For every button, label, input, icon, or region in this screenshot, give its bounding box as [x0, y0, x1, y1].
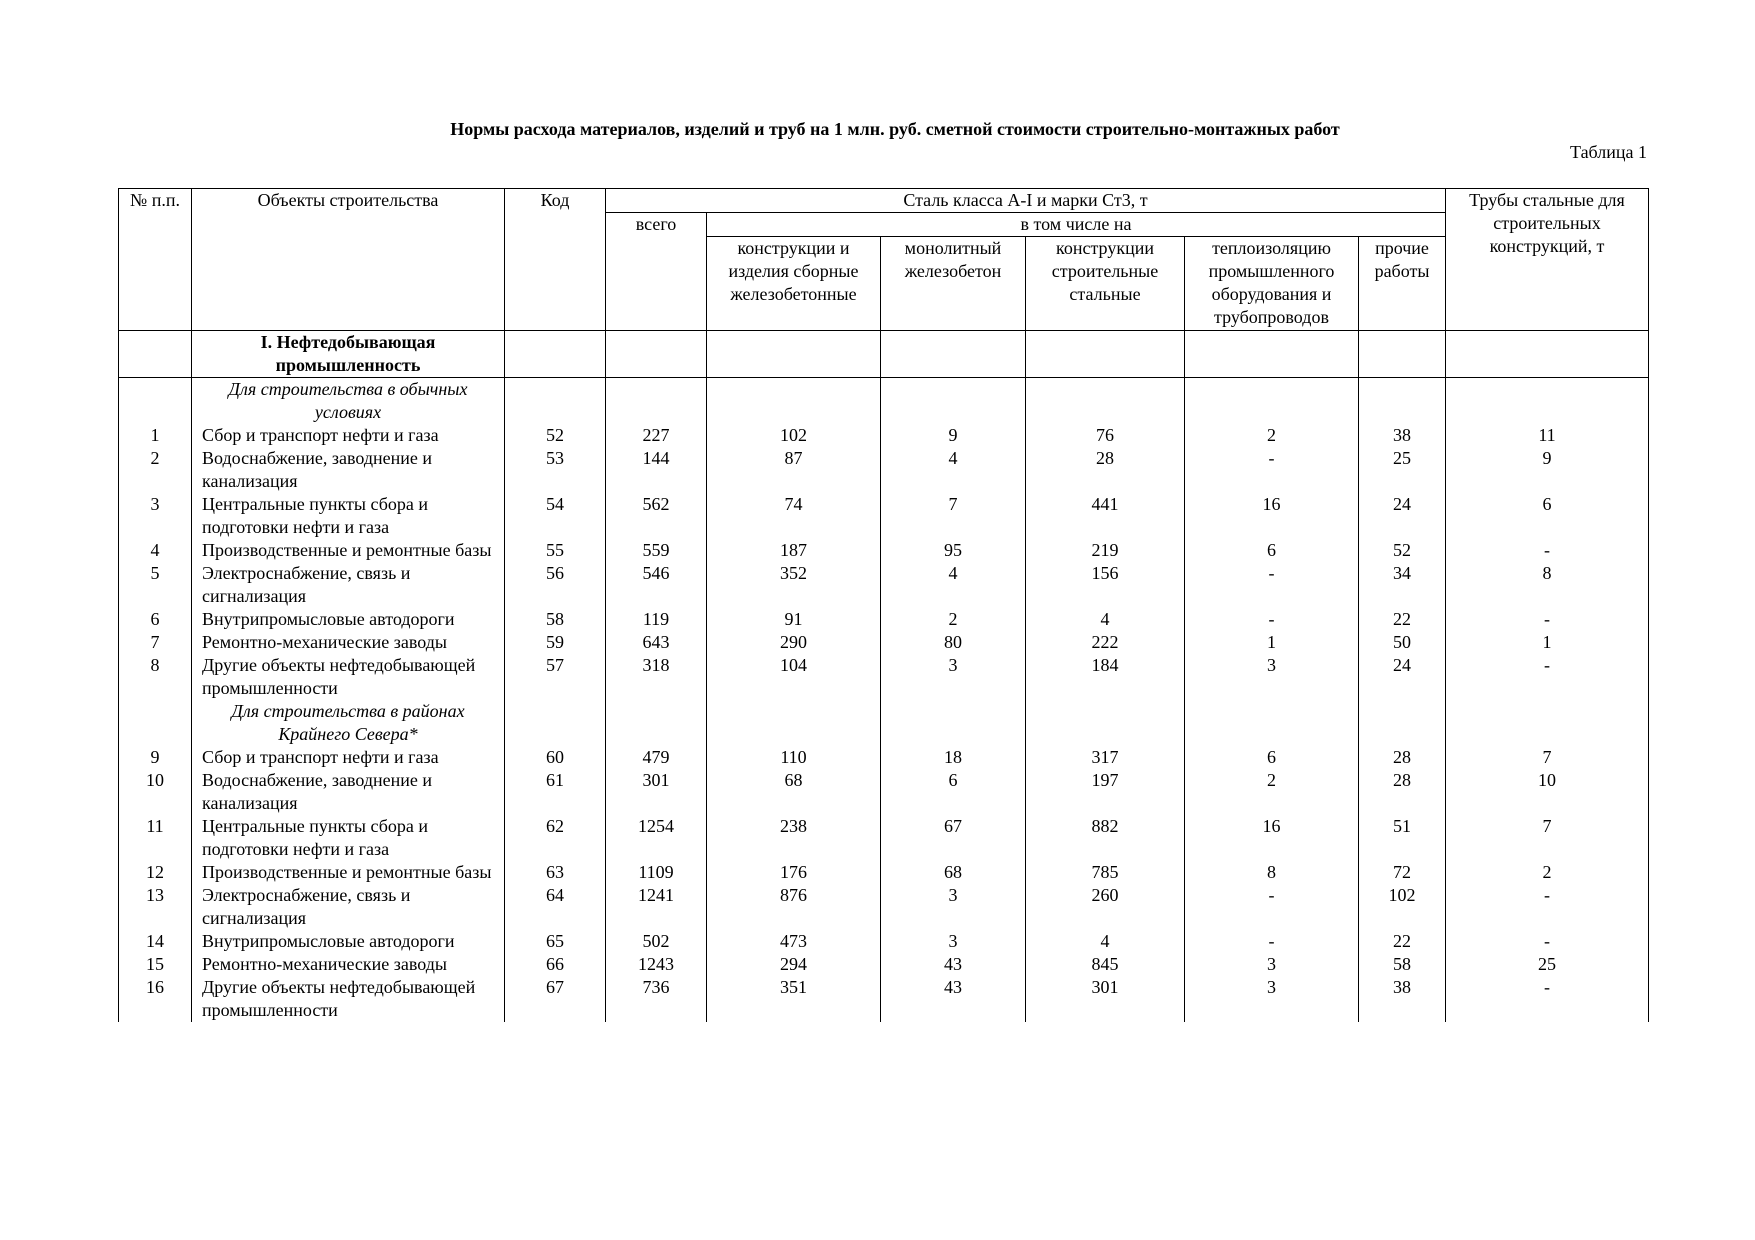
- empty-cell: [1026, 700, 1185, 746]
- empty-cell: [1359, 700, 1446, 746]
- row-precast: 290: [707, 631, 881, 654]
- row-other: 38: [1359, 976, 1446, 1022]
- group-row: [119, 700, 1649, 746]
- row-total: 144: [606, 447, 707, 493]
- row-total: 546: [606, 562, 707, 608]
- row-code: 65: [505, 930, 606, 953]
- header-monolithic: монолитный железобетон: [881, 237, 1026, 331]
- empty-cell: [606, 700, 707, 746]
- row-precast: 238: [707, 815, 881, 861]
- row-insulation: 1: [1185, 631, 1359, 654]
- row-other: 38: [1359, 424, 1446, 447]
- row-total: 1254: [606, 815, 707, 861]
- row-steel-structures: 222: [1026, 631, 1185, 654]
- row-precast: 176: [707, 861, 881, 884]
- row-code: 56: [505, 562, 606, 608]
- empty-cell: [1446, 378, 1649, 425]
- row-total: 119: [606, 608, 707, 631]
- table-row: [119, 815, 1649, 861]
- table-row: [119, 769, 1649, 815]
- row-total: 562: [606, 493, 707, 539]
- row-object-name: Сбор и транспорт нефти и газа: [192, 424, 505, 447]
- row-code: 60: [505, 746, 606, 769]
- table-row: [119, 884, 1649, 930]
- table-row: [119, 930, 1649, 953]
- row-precast: 110: [707, 746, 881, 769]
- page-title: Нормы расхода материалов, изделий и труб на 1 млн. руб. сметной стоимости строительно-монтажных работ: [450, 119, 1340, 139]
- header-including: в том числе на: [707, 213, 1446, 237]
- row-code: 66: [505, 953, 606, 976]
- row-code: 64: [505, 884, 606, 930]
- empty-cell: [606, 378, 707, 425]
- row-object-name: Другие объекты нефтедобывающей промышленности: [192, 654, 505, 700]
- row-total: 479: [606, 746, 707, 769]
- group-title: Для строительства в обычных условиях: [192, 378, 505, 425]
- row-monolithic: 80: [881, 631, 1026, 654]
- row-other: 102: [1359, 884, 1446, 930]
- row-other: 28: [1359, 769, 1446, 815]
- row-insulation: 3: [1185, 953, 1359, 976]
- table-row: [119, 447, 1649, 493]
- empty-cell: [505, 700, 606, 746]
- row-code: 61: [505, 769, 606, 815]
- header-pipes: Трубы стальные для строительных конструкций, т: [1446, 189, 1649, 331]
- row-monolithic: 3: [881, 930, 1026, 953]
- row-monolithic: 7: [881, 493, 1026, 539]
- row-precast: 187: [707, 539, 881, 562]
- row-code: 52: [505, 424, 606, 447]
- row-pipes: -: [1446, 930, 1649, 953]
- section-row: [119, 331, 1649, 378]
- row-total: 559: [606, 539, 707, 562]
- table-row: [119, 861, 1649, 884]
- table-row: [119, 608, 1649, 631]
- table-row: [119, 631, 1649, 654]
- row-total: 301: [606, 769, 707, 815]
- row-steel-structures: 260: [1026, 884, 1185, 930]
- row-other: 22: [1359, 930, 1446, 953]
- empty-cell: [707, 700, 881, 746]
- row-pipes: 11: [1446, 424, 1649, 447]
- row-monolithic: 18: [881, 746, 1026, 769]
- group-title: Для строительства в районах Крайнего Севера*: [192, 700, 505, 746]
- row-monolithic: 6: [881, 769, 1026, 815]
- row-precast: 104: [707, 654, 881, 700]
- row-number: 9: [119, 746, 192, 769]
- empty-cell: [119, 378, 192, 425]
- header-insulation: теплоизоляцию промышленного оборудования и трубопроводов: [1185, 237, 1359, 331]
- empty-cell: [505, 378, 606, 425]
- row-steel-structures: 317: [1026, 746, 1185, 769]
- row-number: 6: [119, 608, 192, 631]
- row-other: 58: [1359, 953, 1446, 976]
- header-total: всего: [606, 213, 707, 331]
- row-precast: 352: [707, 562, 881, 608]
- empty-cell: [1359, 378, 1446, 425]
- row-total: 227: [606, 424, 707, 447]
- row-pipes: -: [1446, 539, 1649, 562]
- row-pipes: 25: [1446, 953, 1649, 976]
- header-object: Объекты строительства: [192, 189, 505, 331]
- row-object-name: Производственные и ремонтные базы: [192, 861, 505, 884]
- row-monolithic: 95: [881, 539, 1026, 562]
- row-number: 16: [119, 976, 192, 1022]
- row-monolithic: 43: [881, 953, 1026, 976]
- row-code: 62: [505, 815, 606, 861]
- row-insulation: -: [1185, 930, 1359, 953]
- row-total: 643: [606, 631, 707, 654]
- row-monolithic: 3: [881, 884, 1026, 930]
- row-insulation: 2: [1185, 424, 1359, 447]
- row-code: 55: [505, 539, 606, 562]
- row-other: 24: [1359, 493, 1446, 539]
- row-other: 72: [1359, 861, 1446, 884]
- row-number: 1: [119, 424, 192, 447]
- row-code: 57: [505, 654, 606, 700]
- row-precast: 473: [707, 930, 881, 953]
- row-steel-structures: 76: [1026, 424, 1185, 447]
- row-insulation: 16: [1185, 815, 1359, 861]
- row-monolithic: 68: [881, 861, 1026, 884]
- row-precast: 91: [707, 608, 881, 631]
- row-pipes: 8: [1446, 562, 1649, 608]
- table-row: [119, 654, 1649, 700]
- row-monolithic: 43: [881, 976, 1026, 1022]
- row-object-name: Внутрипромысловые автодороги: [192, 930, 505, 953]
- empty-cell: [1026, 378, 1185, 425]
- header-steel-structures: конструкции строительные стальные: [1026, 237, 1185, 331]
- row-total: 1243: [606, 953, 707, 976]
- row-number: 12: [119, 861, 192, 884]
- row-monolithic: 2: [881, 608, 1026, 631]
- row-steel-structures: 28: [1026, 447, 1185, 493]
- row-monolithic: 4: [881, 447, 1026, 493]
- row-other: 34: [1359, 562, 1446, 608]
- row-precast: 876: [707, 884, 881, 930]
- header-precast: конструкции и изделия сборные железобетонные: [707, 237, 881, 331]
- header-code: Код: [505, 189, 606, 331]
- empty-cell: [881, 378, 1026, 425]
- header-number: № п.п.: [119, 189, 192, 331]
- row-precast: 351: [707, 976, 881, 1022]
- row-steel-structures: 156: [1026, 562, 1185, 608]
- row-pipes: 9: [1446, 447, 1649, 493]
- table-row: [119, 976, 1649, 1022]
- row-insulation: -: [1185, 608, 1359, 631]
- row-code: 67: [505, 976, 606, 1022]
- row-other: 22: [1359, 608, 1446, 631]
- row-insulation: 8: [1185, 861, 1359, 884]
- row-total: 1241: [606, 884, 707, 930]
- row-other: 24: [1359, 654, 1446, 700]
- row-number: 2: [119, 447, 192, 493]
- row-pipes: -: [1446, 976, 1649, 1022]
- row-monolithic: 3: [881, 654, 1026, 700]
- row-monolithic: 67: [881, 815, 1026, 861]
- row-code: 54: [505, 493, 606, 539]
- row-monolithic: 9: [881, 424, 1026, 447]
- row-steel-structures: 441: [1026, 493, 1185, 539]
- table-row: [119, 424, 1649, 447]
- table-header: [119, 189, 1649, 331]
- row-object-name: Сбор и транспорт нефти и газа: [192, 746, 505, 769]
- row-number: 13: [119, 884, 192, 930]
- row-code: 53: [505, 447, 606, 493]
- row-pipes: 1: [1446, 631, 1649, 654]
- table-row: [119, 493, 1649, 539]
- row-pipes: 10: [1446, 769, 1649, 815]
- group-row: [119, 378, 1649, 425]
- row-steel-structures: 4: [1026, 608, 1185, 631]
- row-object-name: Электроснабжение, связь и сигнализация: [192, 884, 505, 930]
- empty-cell: [1446, 700, 1649, 746]
- row-object-name: Электроснабжение, связь и сигнализация: [192, 562, 505, 608]
- row-insulation: 3: [1185, 654, 1359, 700]
- row-steel-structures: 301: [1026, 976, 1185, 1022]
- row-pipes: 6: [1446, 493, 1649, 539]
- row-number: 15: [119, 953, 192, 976]
- row-insulation: -: [1185, 884, 1359, 930]
- row-steel-structures: 845: [1026, 953, 1185, 976]
- row-insulation: 6: [1185, 539, 1359, 562]
- empty-cell: [1185, 700, 1359, 746]
- row-precast: 294: [707, 953, 881, 976]
- row-precast: 102: [707, 424, 881, 447]
- row-object-name: Другие объекты нефтедобывающей промышленности: [192, 976, 505, 1022]
- row-code: 58: [505, 608, 606, 631]
- row-object-name: Внутрипромысловые автодороги: [192, 608, 505, 631]
- row-object-name: Центральные пункты сбора и подготовки нефти и газа: [192, 493, 505, 539]
- row-total: 318: [606, 654, 707, 700]
- row-pipes: 2: [1446, 861, 1649, 884]
- row-number: 8: [119, 654, 192, 700]
- row-insulation: -: [1185, 562, 1359, 608]
- empty-cell: [881, 700, 1026, 746]
- empty-cell: [707, 378, 881, 425]
- row-total: 1109: [606, 861, 707, 884]
- row-number: 14: [119, 930, 192, 953]
- row-number: 3: [119, 493, 192, 539]
- table-row: [119, 953, 1649, 976]
- row-pipes: -: [1446, 608, 1649, 631]
- table-row: [119, 562, 1649, 608]
- row-total: 736: [606, 976, 707, 1022]
- row-steel-structures: 4: [1026, 930, 1185, 953]
- row-steel-structures: 219: [1026, 539, 1185, 562]
- row-other: 51: [1359, 815, 1446, 861]
- header-other: прочие работы: [1359, 237, 1446, 331]
- row-steel-structures: 785: [1026, 861, 1185, 884]
- row-steel-structures: 197: [1026, 769, 1185, 815]
- row-pipes: -: [1446, 884, 1649, 930]
- row-number: 4: [119, 539, 192, 562]
- row-number: 11: [119, 815, 192, 861]
- row-object-name: Водоснабжение, заводнение и канализация: [192, 769, 505, 815]
- row-precast: 74: [707, 493, 881, 539]
- row-other: 28: [1359, 746, 1446, 769]
- row-object-name: Ремонтно-механические заводы: [192, 631, 505, 654]
- table-row: [119, 539, 1649, 562]
- row-object-name: Водоснабжение, заводнение и канализация: [192, 447, 505, 493]
- row-other: 25: [1359, 447, 1446, 493]
- row-pipes: -: [1446, 654, 1649, 700]
- row-steel-structures: 184: [1026, 654, 1185, 700]
- row-other: 52: [1359, 539, 1446, 562]
- section-title: I. Нефтедобывающая промышленность: [192, 331, 505, 378]
- empty-cell: [1185, 378, 1359, 425]
- row-steel-structures: 882: [1026, 815, 1185, 861]
- row-insulation: -: [1185, 447, 1359, 493]
- row-pipes: 7: [1446, 746, 1649, 769]
- row-code: 59: [505, 631, 606, 654]
- row-insulation: 16: [1185, 493, 1359, 539]
- row-total: 502: [606, 930, 707, 953]
- row-precast: 87: [707, 447, 881, 493]
- row-code: 63: [505, 861, 606, 884]
- empty-cell: [119, 700, 192, 746]
- row-object-name: Центральные пункты сбора и подготовки нефти и газа: [192, 815, 505, 861]
- row-object-name: Производственные и ремонтные базы: [192, 539, 505, 562]
- row-pipes: 7: [1446, 815, 1649, 861]
- row-number: 7: [119, 631, 192, 654]
- table-body: [119, 331, 1649, 1023]
- row-insulation: 3: [1185, 976, 1359, 1022]
- row-monolithic: 4: [881, 562, 1026, 608]
- header-steel: Сталь класса А-I и марки Ст3, т: [606, 189, 1446, 213]
- row-object-name: Ремонтно-механические заводы: [192, 953, 505, 976]
- row-insulation: 6: [1185, 746, 1359, 769]
- row-number: 10: [119, 769, 192, 815]
- norms-table: [118, 188, 1649, 1022]
- table-number-label: Таблица 1: [1570, 142, 1647, 162]
- row-insulation: 2: [1185, 769, 1359, 815]
- row-number: 5: [119, 562, 192, 608]
- table-row: [119, 746, 1649, 769]
- row-precast: 68: [707, 769, 881, 815]
- row-other: 50: [1359, 631, 1446, 654]
